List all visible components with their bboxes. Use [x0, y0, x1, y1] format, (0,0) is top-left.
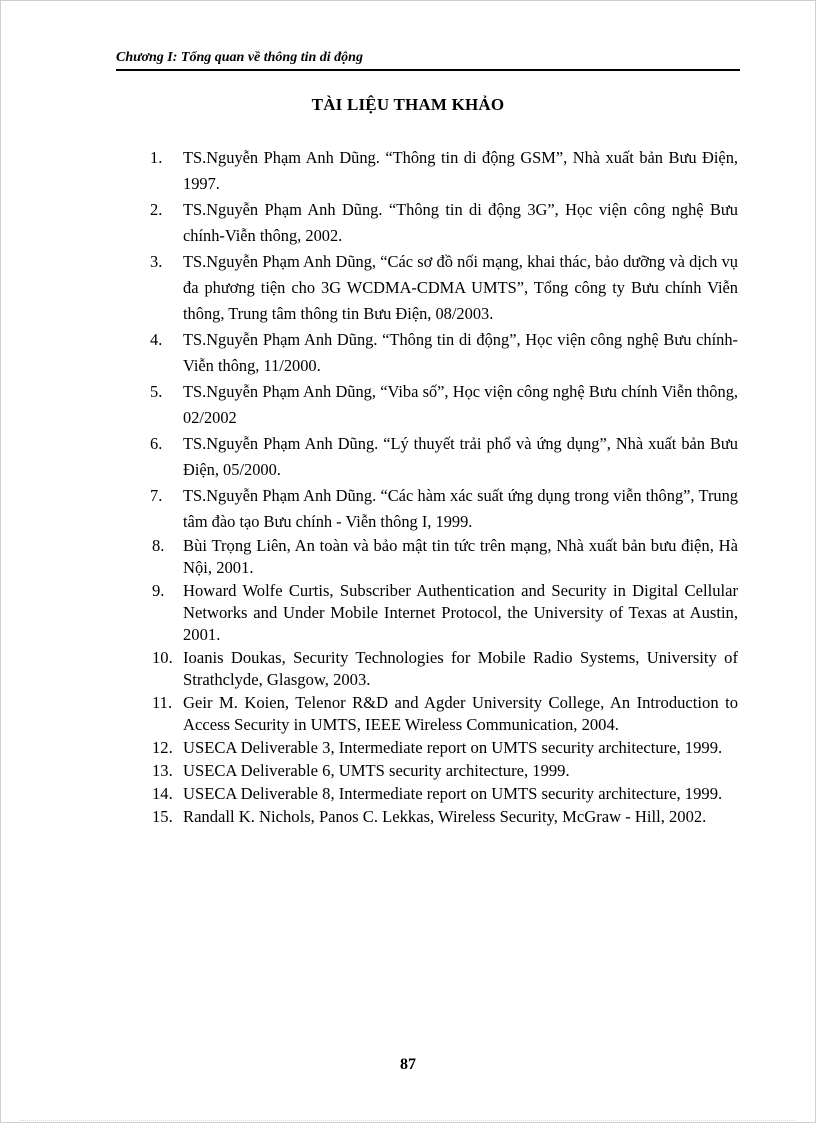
reference-list — [150, 145, 738, 829]
reference-number: 12. — [152, 738, 173, 757]
reference-text: TS.Nguyễn Phạm Anh Dũng. “Thông tin di động”, Học viện công nghệ Bưu chính-Viễn thông, 11/2000. — [183, 330, 738, 375]
page-bottom-divider — [20, 1120, 796, 1121]
reference-text: TS.Nguyễn Phạm Anh Dũng. “Các hàm xác suất ứng dụng trong viễn thông”, Trung tâm đào tạo Bưu chính - Viễn thông I, 1999. — [183, 486, 738, 531]
reference-number: 5. — [150, 382, 163, 401]
reference-item — [150, 431, 738, 483]
reference-number: 6. — [150, 434, 163, 453]
section-title: TÀI LIỆU THAM KHẢO — [311, 95, 505, 114]
reference-text: TS.Nguyễn Phạm Anh Dũng. “Thông tin di động GSM”, Nhà xuất bản Bưu Điện, 1997. — [183, 148, 738, 193]
reference-text: USECA Deliverable 6, UMTS security architecture, 1999. — [183, 761, 570, 780]
reference-number: 11. — [152, 693, 173, 712]
reference-text: Randall K. Nichols, Panos C. Lekkas, Wireless Security, McGraw - Hill, 2002. — [183, 807, 707, 826]
reference-item — [150, 197, 738, 249]
reference-number: 15. — [152, 807, 173, 826]
reference-text: TS.Nguyễn Phạm Anh Dũng, “Viba số”, Học viện công nghệ Bưu chính Viễn thông, 02/2002 — [183, 382, 738, 427]
reference-number: 13. — [152, 761, 173, 780]
reference-item — [150, 379, 738, 431]
reference-item — [150, 760, 738, 782]
reference-number: 7. — [150, 486, 163, 505]
chapter-title: Chương I: Tổng quan về thông tin di động — [116, 50, 363, 65]
reference-number: 1. — [150, 148, 163, 167]
reference-item — [150, 806, 738, 828]
reference-item — [150, 249, 738, 327]
reference-text: Ioanis Doukas, Security Technologies for Mobile Radio Systems, University of Strathclyde, Glasgow, 2003. — [183, 648, 738, 689]
reference-text: USECA Deliverable 3, Intermediate report on UMTS security architecture, 1999. — [183, 738, 723, 757]
reference-number: 8. — [152, 536, 165, 555]
reference-text: Geir M. Koien, Telenor R&D and Agder University College, An Introduction to Access Security in UMTS, IEEE Wireless Communication, 2004. — [183, 693, 738, 734]
reference-item — [150, 647, 738, 691]
reference-text: Howard Wolfe Curtis, Subscriber Authentication and Security in Digital Cellular Networks and Under Mobile Internet Protocol, the University of Texas at Austin, 2001. — [183, 581, 738, 644]
reference-number: 14. — [152, 784, 173, 803]
reference-text: USECA Deliverable 8, Intermediate report on UMTS security architecture, 1999. — [183, 784, 723, 803]
page-number: 87 — [400, 1056, 416, 1073]
reference-item — [150, 783, 738, 805]
reference-item — [150, 327, 738, 379]
reference-text: Bùi Trọng Liên, An toàn và bảo mật tin tức trên mạng, Nhà xuất bản bưu điện, Hà Nội, 2001. — [183, 536, 738, 577]
reference-item — [150, 145, 738, 197]
reference-number: 10. — [152, 648, 173, 667]
reference-item — [150, 483, 738, 535]
reference-item — [150, 535, 738, 579]
reference-item — [150, 580, 738, 646]
reference-item — [150, 737, 738, 759]
reference-number: 2. — [150, 200, 163, 219]
reference-text: TS.Nguyễn Phạm Anh Dũng, “Các sơ đồ nối mạng, khai thác, bảo dưỡng và dịch vụ đa phương tiện cho 3G WCDMA-CDMA UMTS”, Tổng công ty Bưu chính Viễn thông, Trung tâm thông tin Bưu Điện, 08/2003. — [183, 252, 738, 323]
reference-number: 4. — [150, 330, 163, 349]
page-header — [116, 47, 740, 71]
reference-item — [150, 692, 738, 736]
reference-text: TS.Nguyễn Phạm Anh Dũng. “Lý thuyết trải phổ và ứng dụng”, Nhà xuất bản Bưu Điện, 05/2000. — [183, 434, 738, 479]
reference-text: TS.Nguyễn Phạm Anh Dũng. “Thông tin di động 3G”, Học viện công nghệ Bưu chính-Viễn thông, 2002. — [183, 200, 738, 245]
reference-number: 9. — [152, 581, 165, 600]
reference-number: 3. — [150, 252, 163, 271]
